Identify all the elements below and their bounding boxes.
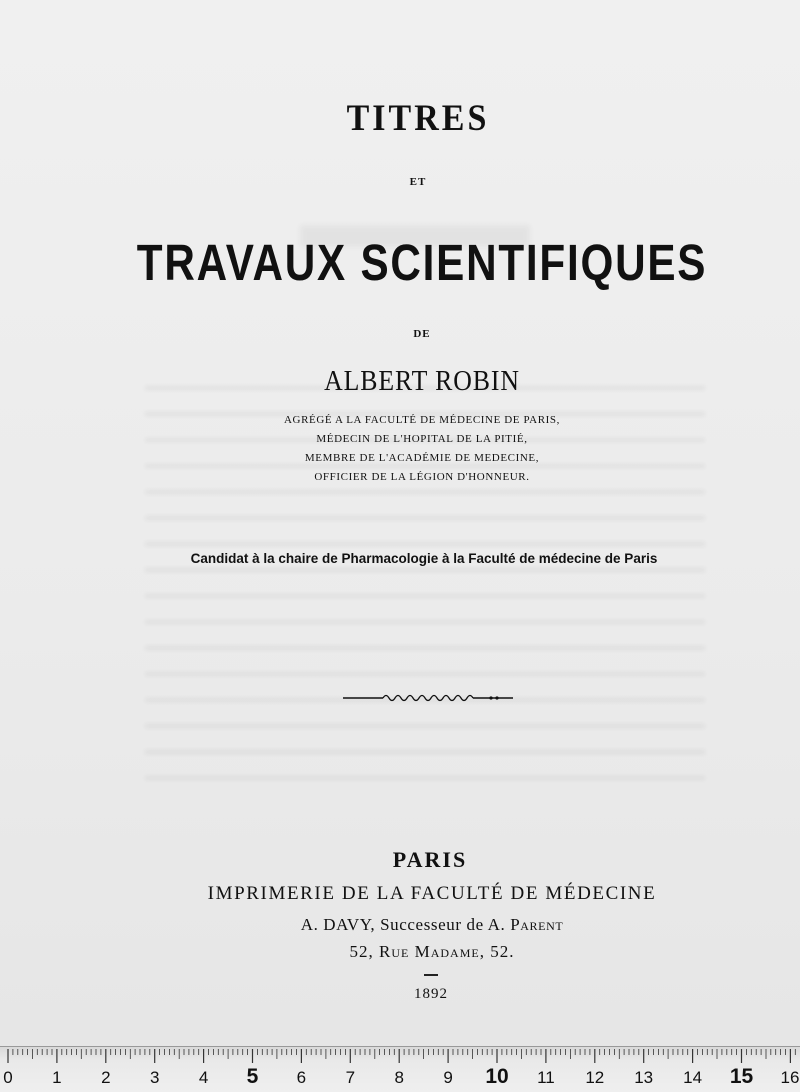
ruler-label: 11 bbox=[537, 1068, 555, 1087]
title-line-2: TRAVAUX SCIENTIFIQUES bbox=[136, 235, 708, 292]
publisher-printer: IMPRIMERIE DE LA FACULTÉ DE MÉDECINE bbox=[207, 883, 657, 904]
ruler-label: 13 bbox=[634, 1068, 654, 1087]
ornamental-divider bbox=[343, 690, 513, 706]
title-preposition: DE bbox=[413, 328, 431, 340]
author-name: ALBERT ROBIN bbox=[324, 366, 520, 397]
ruler-label: 14 bbox=[683, 1068, 703, 1087]
publisher-city: PARIS bbox=[392, 847, 468, 872]
ruler-label: 0 bbox=[3, 1068, 13, 1087]
ruler-label: 12 bbox=[585, 1068, 605, 1087]
ruler-label: 5 bbox=[246, 1065, 259, 1088]
ruler-label: 1 bbox=[52, 1068, 62, 1087]
author-credential: AGRÉGÉ A LA FACULTÉ DE MÉDECINE DE PARIS, bbox=[284, 414, 560, 426]
author-credential: MEMBRE DE L'ACADÉMIE DE MEDECINE, bbox=[304, 452, 540, 464]
title-line-1: TITRES bbox=[346, 98, 490, 139]
short-rule bbox=[424, 974, 438, 976]
publisher-successor: A. DAVY, Successeur de A. Parent bbox=[300, 915, 564, 934]
publication-year: 1892 bbox=[414, 986, 448, 1002]
ruler-label: 2 bbox=[101, 1068, 111, 1087]
ruler-label: 9 bbox=[443, 1068, 453, 1087]
candidacy-statement: Candidat à la chaire de Pharmacologie à la Faculté de médecine de Paris bbox=[190, 551, 658, 566]
ruler-label: 8 bbox=[394, 1068, 404, 1087]
ruler-label: 7 bbox=[345, 1068, 356, 1087]
ruler-label: 16 bbox=[780, 1068, 800, 1087]
author-credential: MÉDECIN DE L'HOPITAL DE LA PITIÉ, bbox=[316, 433, 528, 445]
publisher-address: 52, Rue Madame, 52. bbox=[349, 942, 515, 961]
ruler-label: 6 bbox=[296, 1068, 307, 1087]
ruler-label: 4 bbox=[198, 1068, 209, 1087]
author-credential: OFFICIER DE LA LÉGION D'HONNEUR. bbox=[314, 471, 530, 483]
ruler-label: 3 bbox=[149, 1068, 160, 1087]
ruler-label: 10 bbox=[485, 1065, 509, 1088]
ruler-label: 15 bbox=[729, 1065, 754, 1088]
title-conjunction: ET bbox=[409, 176, 427, 188]
